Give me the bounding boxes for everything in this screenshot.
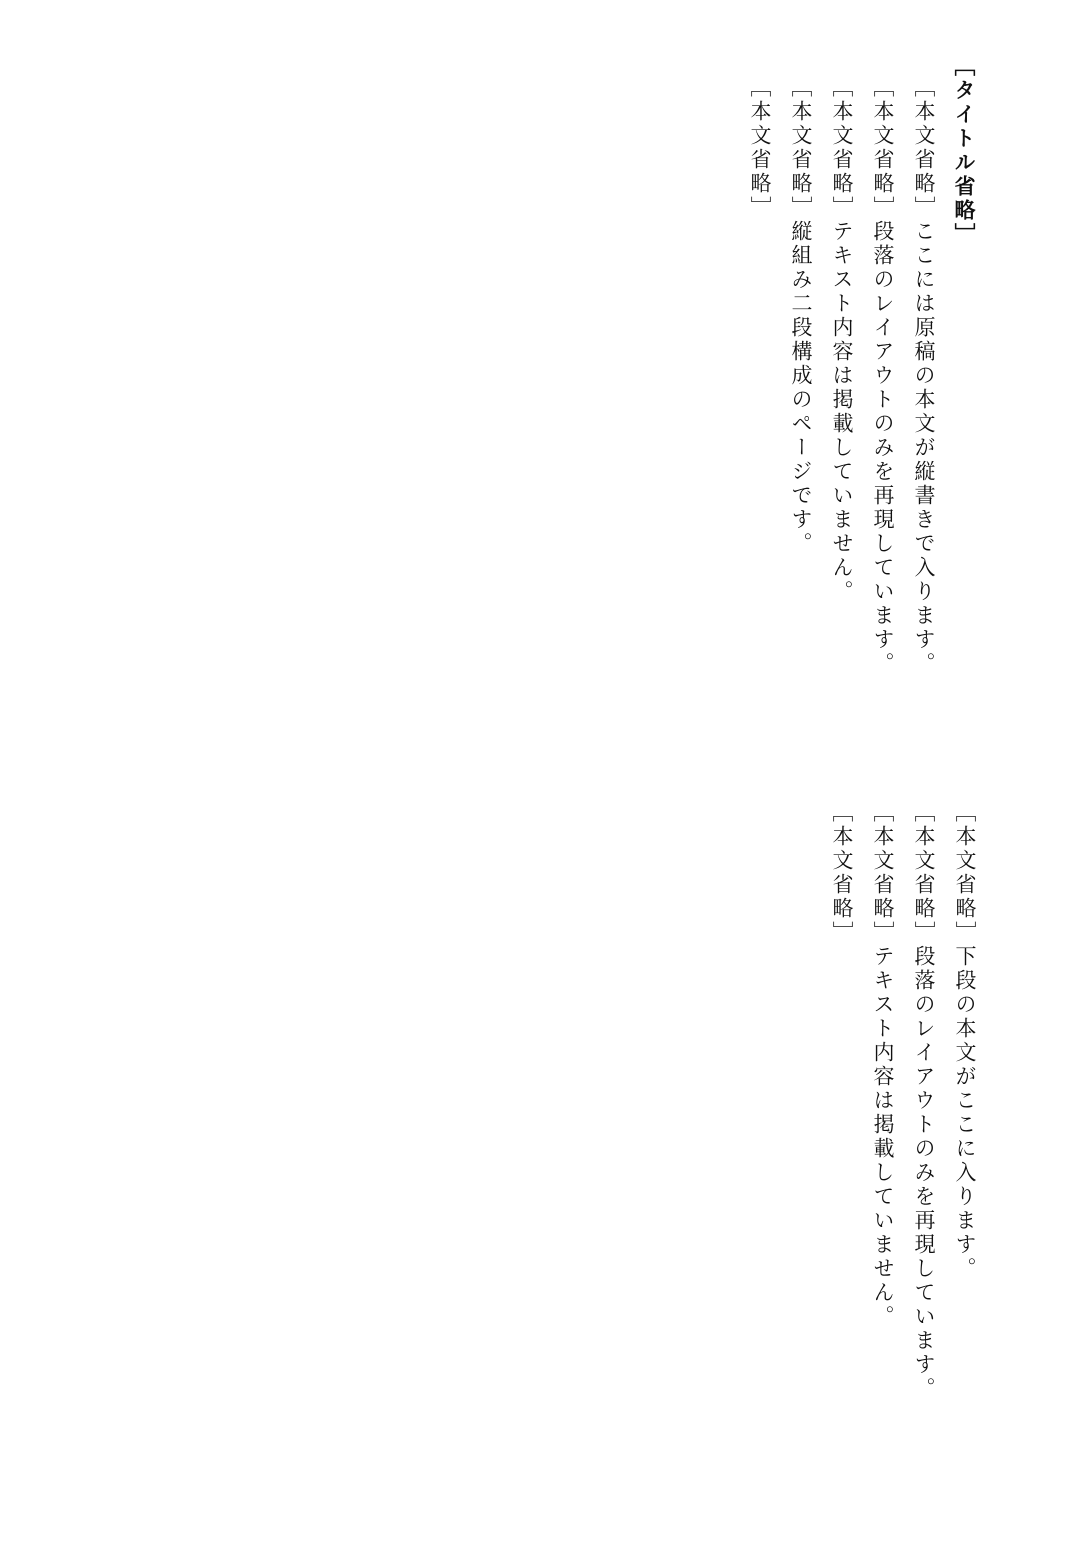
paragraph: ［本文省略］ — [830, 801, 854, 945]
paragraph: ［本文省略］段落のレイアウトのみを再現しています。 — [912, 801, 936, 1401]
lower-text-block — [55, 780, 985, 1480]
story-title: ［タイトル省略］ — [952, 55, 977, 247]
paragraph: ［本文省略］縦組み二段構成のページです。 — [789, 76, 813, 556]
paragraph: ［本文省略］ — [748, 76, 772, 220]
paragraph: ［本文省略］テキスト内容は掲載していません。 — [830, 76, 854, 604]
paragraph: ［本文省略］ここには原稿の本文が縦書きで入ります。 — [912, 76, 936, 676]
paragraph: ［本文省略］段落のレイアウトのみを再現しています。 — [871, 76, 895, 676]
paragraph: ［本文省略］下段の本文がここに入ります。 — [953, 801, 977, 1281]
upper-text-block — [55, 55, 985, 745]
paragraph: ［本文省略］テキスト内容は掲載していません。 — [871, 801, 895, 1329]
